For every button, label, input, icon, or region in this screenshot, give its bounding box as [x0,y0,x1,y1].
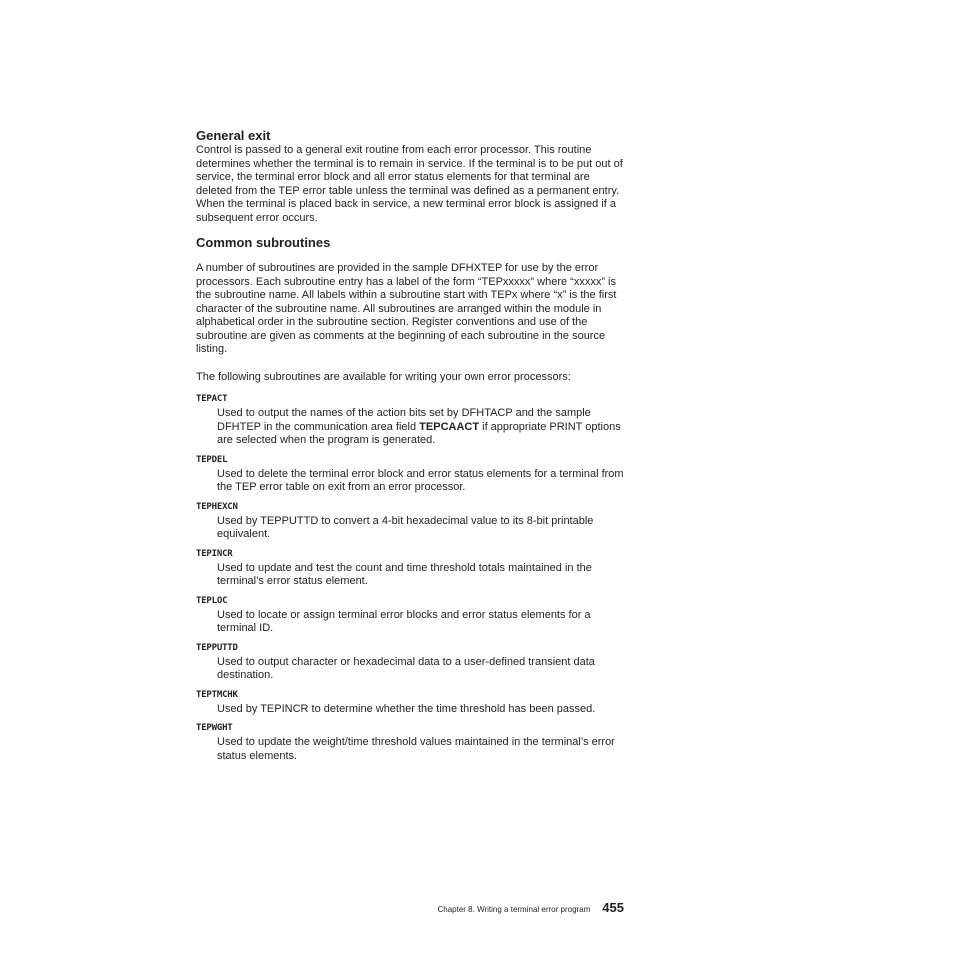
section-heading-common-subroutines: Common subroutines [196,235,331,250]
subroutine-term: TEPHEXCN [196,501,238,512]
subroutine-term: TEPACT [196,394,228,404]
page-footer [0,899,624,917]
subroutine-definition-list [196,394,626,763]
subroutine-description: Used to update and test the count and time threshold totals maintained in the terminal’s error status element. [217,561,592,587]
subroutine-description: Used by TEPPUTTD to convert a 4-bit hexadecimal value to its 8-bit printable equivalent. [217,514,594,540]
subroutine-description: Used to delete the terminal error block and error status elements for a terminal from the TEP error table on exit from an error processor. [217,467,624,493]
section-heading-general-exit: General exit [196,128,271,143]
subroutine-description: Used to output character or hexadecimal data to a user-defined transient data destination. [217,655,595,681]
subroutine-description [217,407,626,448]
subroutine-entry-teptmchk [196,690,626,717]
subroutine-entry-teploc [196,596,626,636]
subroutine-entry-tepdel [196,455,626,495]
page-number: 455 [602,900,624,915]
subroutine-entry-tephexcn [196,502,626,542]
field-name-emphasis: TEPCAACT [419,420,480,433]
subroutine-description: Used to update the weight/time threshold values maintained in the terminal’s error status elements. [217,736,615,762]
general-exit-paragraph: Control is passed to a general exit routine from each error processor. This routine determines whether the terminal is to remain in service. If the terminal is to be put out of service, the terminal error block and all error status elements for that terminal are deleted from the TEP error table unless the terminal was defined as a permanent entry. When the terminal is placed back in service, a new terminal error block is assigned if a subsequent error occurs. [196,144,623,224]
description-text: if appropriate PRINT options are selected when the program is generated. [217,420,621,446]
subroutine-entry-tepact [196,394,626,448]
subroutine-term: TEPPUTTD [196,642,238,653]
subroutine-term: TEPINCR [196,548,233,559]
subroutine-term: TEPTMCHK [196,689,238,700]
subroutine-term: TEPLOC [196,595,228,606]
subroutines-intro-paragraph: The following subroutines are available for writing your own error processors: [196,370,571,383]
subroutine-entry-tepputtd [196,643,626,683]
subroutine-term: TEPWGHT [196,723,233,733]
footer-chapter-title: Chapter 8. Writing a terminal error program [437,905,591,914]
common-subroutines-paragraph: A number of subroutines are provided in the sample DFHXTEP for use by the error processors. Each subroutine entry has a label of the form “TEPxxxxx” where “xxxxx” is the subroutine name. All labels within a subroutine start with TEPx where “x” is the first character of the subroutine name. All subroutines are arranged within the module in alphabetical order in the subroutine section. Register conventions and use of the subroutine are given as comments at the beginning of each subroutine in the source listing. [196,262,617,355]
subroutine-description: Used by TEPINCR to determine whether the time threshold has been passed. [217,702,596,715]
subroutine-term: TEPDEL [196,454,228,465]
subroutine-entry-tepwght [196,723,626,763]
page-content [196,128,626,770]
description-text: Used to output the names of the action bits set by DFHTACP and the sample DFHTEP in the communication area field [217,407,591,433]
subroutine-entry-tepincr [196,549,626,589]
subroutine-description: Used to locate or assign terminal error blocks and error status elements for a terminal ID. [217,608,591,634]
